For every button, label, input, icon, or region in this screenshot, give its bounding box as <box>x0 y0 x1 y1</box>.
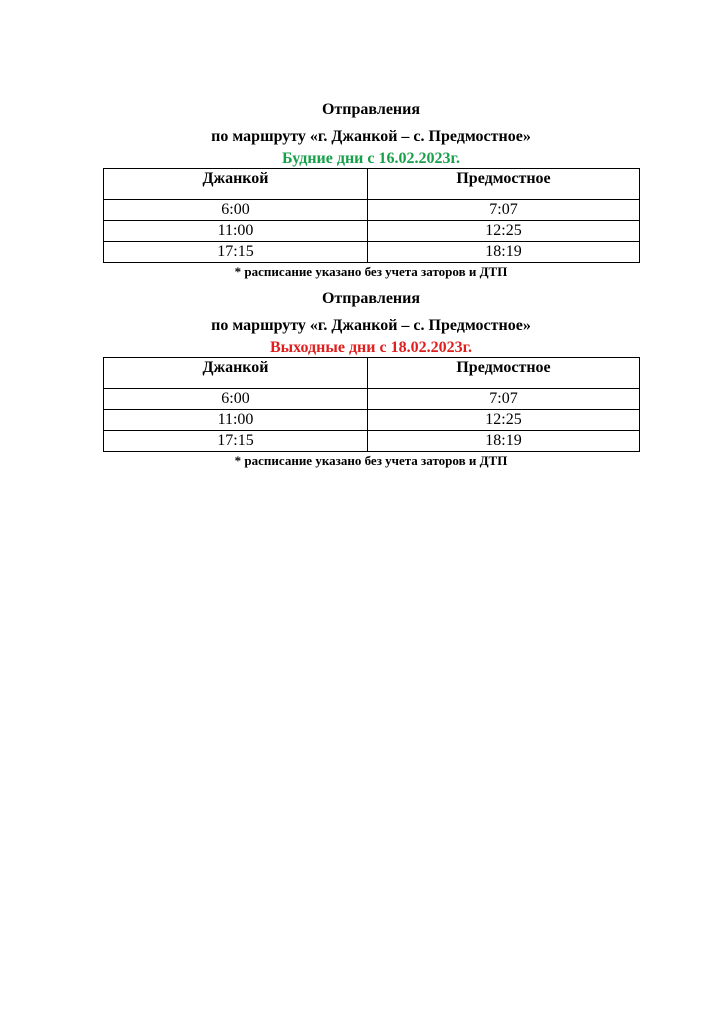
departure-time: 11:00 <box>104 410 368 431</box>
schedule-title: Отправления <box>321 290 421 307</box>
table-row <box>104 242 640 263</box>
schedule-note: * расписание указано без учета заторов и ДТП <box>234 453 508 468</box>
column-header-dzhankoy: Джанкой <box>104 358 368 389</box>
departure-time: 7:07 <box>368 200 640 221</box>
route-name: по маршруту «г. Джанкой – с. Предмостное» <box>211 317 531 334</box>
departure-time: 18:19 <box>368 242 640 263</box>
route-name: по маршруту «г. Джанкой – с. Предмостное» <box>211 128 531 145</box>
table-row <box>104 410 640 431</box>
days-label: Выходные дни с 18.02.2023г. <box>269 339 473 356</box>
departure-time: 18:19 <box>368 431 640 452</box>
schedule-weekends <box>103 289 639 470</box>
departure-time: 17:15 <box>104 242 368 263</box>
schedule-weekdays <box>103 100 639 281</box>
departure-time: 17:15 <box>104 431 368 452</box>
departure-time: 6:00 <box>104 389 368 410</box>
column-header-dzhankoy: Джанкой <box>104 169 368 200</box>
departure-time: 12:25 <box>368 410 640 431</box>
departure-time: 11:00 <box>104 221 368 242</box>
table-header-row <box>104 169 640 200</box>
departure-time: 6:00 <box>104 200 368 221</box>
table-row <box>104 221 640 242</box>
departure-time: 7:07 <box>368 389 640 410</box>
table-header-row <box>104 358 640 389</box>
schedule-note: * расписание указано без учета заторов и ДТП <box>234 264 508 279</box>
column-header-predmostnoe: Предмостное <box>368 169 640 200</box>
timetable <box>103 357 640 452</box>
days-label: Будние дни с 16.02.2023г. <box>282 150 460 167</box>
departure-time: 12:25 <box>368 221 640 242</box>
timetable <box>103 168 640 263</box>
schedule-title: Отправления <box>321 101 421 118</box>
column-header-predmostnoe: Предмостное <box>368 358 640 389</box>
table-row <box>104 200 640 221</box>
table-row <box>104 431 640 452</box>
table-row <box>104 389 640 410</box>
